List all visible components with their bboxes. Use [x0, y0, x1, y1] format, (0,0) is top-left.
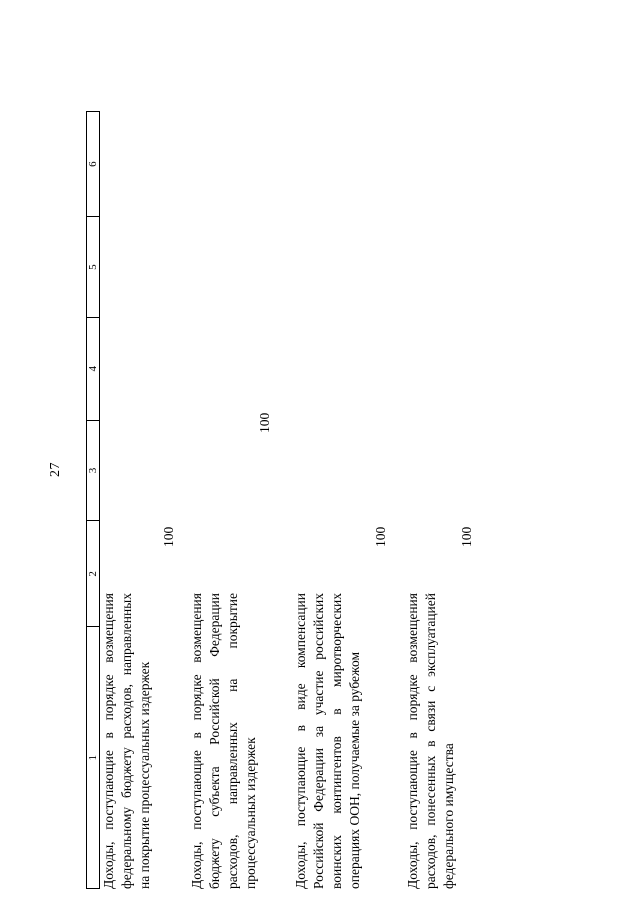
- table-row-label: Доходы, поступающие в порядке возмещения бюджету субъекта Российской Федерации расходов, направленных на покрытие процессуальных издержек: [189, 593, 258, 889]
- page-number: 27: [48, 462, 63, 477]
- column-header-5: 5: [87, 216, 99, 317]
- table-row-value-col3: 100: [257, 412, 272, 433]
- table-row-value-col2: 100: [373, 526, 388, 547]
- table-row-value-col2: 100: [161, 526, 176, 547]
- column-header-3: 3: [87, 420, 99, 521]
- table-row-label: Доходы, поступающие в порядке возмещения федеральному бюджету расходов, направленных на покрытие процессуальных издержек: [101, 593, 152, 889]
- table-row-value-col2: 100: [459, 526, 474, 547]
- column-header-1: 1: [87, 626, 99, 888]
- table-header-row: [86, 111, 100, 889]
- table-row-label: Доходы, поступающие в виде компенсации Российской Федерации за участие российских воинских контингентов в миротворческих операциях ООН, получаемые за рубежом: [293, 593, 362, 889]
- column-header-4: 4: [87, 317, 99, 420]
- table-row-label: Доходы, поступающие в порядке возмещения расходов, понесенных в связи с эксплуатацией федерального имущества: [405, 593, 456, 889]
- column-header-2: 2: [87, 520, 99, 626]
- column-header-6: 6: [87, 161, 99, 167]
